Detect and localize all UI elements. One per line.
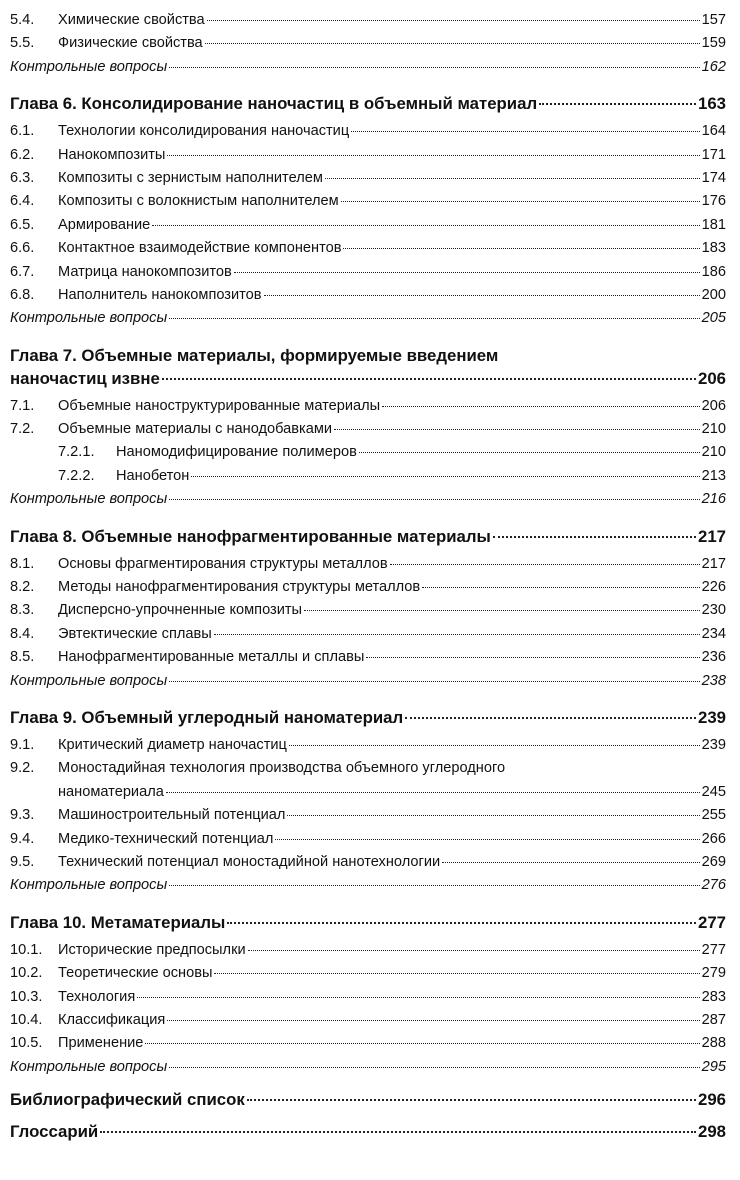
- dot-leader: [539, 103, 696, 105]
- toc-entry-8-4[interactable]: [10, 623, 726, 646]
- chapter-title-line1: Глава 7. Объемные материалы, формируемые введением: [10, 345, 499, 365]
- toc-entry-9-3[interactable]: [10, 804, 726, 827]
- dot-leader: [234, 272, 700, 273]
- dot-leader: [248, 950, 700, 951]
- section-number: 6.2.: [10, 146, 35, 163]
- section-number: 5.4.: [10, 12, 35, 28]
- section-number: 6.4.: [10, 193, 35, 210]
- toc-entry-control-questions-9[interactable]: [10, 874, 726, 897]
- section-number: 10.5.: [10, 1035, 43, 1052]
- section-title: Объемные материалы с нанодобавками: [58, 421, 333, 438]
- page-number: 157: [701, 12, 726, 28]
- section-title: Методы нанофрагментирования структуры металлов: [58, 579, 421, 596]
- section-title: Нанобетон: [116, 467, 190, 484]
- section-title: Применение: [58, 1035, 144, 1052]
- toc-entry-control-questions-6[interactable]: [10, 307, 726, 330]
- dot-leader: [493, 536, 696, 538]
- toc-entry-9-1[interactable]: [10, 734, 726, 757]
- toc-entry-control-questions-7[interactable]: [10, 488, 726, 511]
- dot-leader: [214, 634, 700, 635]
- section-title: Исторические предпосылки: [58, 941, 246, 958]
- section-number: 8.1.: [10, 555, 35, 572]
- dot-leader: [442, 862, 700, 863]
- toc-entry-7-2-1[interactable]: [10, 441, 726, 464]
- table-of-contents: [10, 9, 726, 1143]
- chapter-title: Глоссарий: [10, 1122, 99, 1142]
- section-number: 8.5.: [10, 649, 35, 666]
- toc-entry-7-1[interactable]: [10, 395, 726, 418]
- section-title: Эвтектические сплавы: [58, 625, 212, 642]
- section-title: Теоретические основы: [58, 965, 213, 982]
- page-number: 234: [701, 625, 726, 642]
- section-title: Машиностроительный потенциал: [58, 807, 286, 824]
- page-number: 295: [701, 1058, 726, 1075]
- page-number: 217: [701, 555, 726, 572]
- page-number: 266: [701, 830, 726, 847]
- section-number: 10.1.: [10, 941, 43, 958]
- section-number: 6.8.: [10, 286, 35, 303]
- dot-leader: [191, 476, 699, 477]
- page-number: 226: [701, 579, 726, 596]
- page-number: 181: [701, 216, 726, 233]
- section-title: Контрольные вопросы: [10, 672, 168, 689]
- section-number: 6.7.: [10, 263, 35, 280]
- section-title: Наполнитель нанокомпозитов: [58, 286, 262, 303]
- toc-entry-10-4[interactable]: [10, 1009, 726, 1032]
- page-number: 176: [701, 193, 726, 210]
- section-title: Контрольные вопросы: [10, 1058, 168, 1075]
- page-number: 255: [701, 807, 726, 824]
- section-number: 7.2.1.: [58, 444, 95, 461]
- toc-entry-8-2[interactable]: [10, 576, 726, 599]
- chapter-title: Глава 6. Консолидирование наночастиц в объемный материал: [10, 94, 538, 114]
- dot-leader: [351, 131, 699, 132]
- dot-leader: [366, 657, 699, 658]
- section-title: Композиты с волокнистым наполнителем: [58, 193, 339, 210]
- dot-leader: [422, 587, 699, 588]
- section-title: Контрольные вопросы: [10, 491, 168, 508]
- dot-leader: [145, 1043, 699, 1044]
- section-title: Наномодифицирование полимеров: [116, 444, 357, 461]
- section-title: Нанокомпозиты: [58, 146, 166, 163]
- page-number: 230: [701, 602, 726, 619]
- dot-leader: [390, 564, 700, 565]
- page-number: 277: [698, 912, 726, 932]
- section-number: 8.2.: [10, 579, 35, 596]
- page-number: 159: [701, 35, 726, 52]
- dot-leader: [207, 20, 700, 21]
- section-title: Технология: [58, 988, 136, 1005]
- section-title: Контактное взаимодействие компонентов: [58, 240, 342, 257]
- page-number: 183: [701, 240, 726, 257]
- section-number: 7.2.2.: [58, 467, 95, 484]
- section-title: Армирование: [58, 216, 151, 233]
- dot-leader: [162, 378, 696, 380]
- dot-leader: [169, 681, 699, 682]
- page-number: 276: [701, 877, 726, 894]
- dot-leader: [382, 406, 699, 407]
- toc-entry-6-8[interactable]: [10, 284, 726, 307]
- page-number: 245: [701, 783, 726, 800]
- toc-chapter-9[interactable]: [10, 706, 726, 729]
- page-number: 205: [701, 310, 726, 327]
- toc-entry-8-5[interactable]: [10, 646, 726, 669]
- section-title: Объемные наноструктурированные материалы: [58, 397, 381, 414]
- toc-entry-6-4[interactable]: [10, 190, 726, 213]
- page-number: 287: [701, 1011, 726, 1028]
- section-title: Критический диаметр наночастиц: [58, 736, 287, 753]
- page-number: 298: [698, 1122, 726, 1142]
- toc-entry-9-5[interactable]: [10, 851, 726, 874]
- dot-leader: [325, 178, 700, 179]
- dot-leader: [169, 885, 699, 886]
- toc-entry-6-2[interactable]: [10, 144, 726, 167]
- page-number: 210: [701, 444, 726, 461]
- section-number: 9.5.: [10, 853, 35, 870]
- dot-leader: [100, 1131, 696, 1133]
- dot-leader: [264, 295, 700, 296]
- dot-leader: [152, 225, 699, 226]
- toc-entry-5-4[interactable]: [10, 9, 726, 32]
- section-title-line2: наноматериала: [58, 783, 164, 800]
- chapter-title: Глава 10. Метаматериалы: [10, 912, 226, 932]
- section-title: Контрольные вопросы: [10, 310, 168, 327]
- page-number: 162: [701, 58, 726, 75]
- toc-entry-6-3[interactable]: [10, 167, 726, 190]
- dot-leader: [304, 610, 700, 611]
- section-title: Матрица нанокомпозитов: [58, 263, 232, 280]
- section-title: Основы фрагментирования структуры металлов: [58, 555, 388, 572]
- section-title: Нанофрагментированные металлы и сплавы: [58, 649, 365, 666]
- dot-leader: [169, 499, 699, 500]
- toc-entry-10-1[interactable]: [10, 939, 726, 962]
- chapter-title-line2: наночастиц извне: [10, 368, 160, 388]
- section-number: 6.5.: [10, 216, 35, 233]
- toc-entry-7-2[interactable]: [10, 418, 726, 441]
- page-number: 296: [698, 1090, 726, 1110]
- dot-leader: [137, 997, 699, 998]
- section-title: Контрольные вопросы: [10, 877, 168, 894]
- dot-leader: [287, 815, 699, 816]
- page-number: 238: [701, 672, 726, 689]
- dot-leader: [169, 318, 699, 319]
- dot-leader: [227, 922, 696, 924]
- section-number: 10.2.: [10, 965, 43, 982]
- section-number: 10.3.: [10, 988, 43, 1005]
- section-number: 9.3.: [10, 807, 35, 824]
- page-number: 171: [701, 146, 726, 163]
- dot-leader: [247, 1099, 696, 1101]
- toc-entry-10-3[interactable]: [10, 986, 726, 1009]
- toc-entry-control-questions-5[interactable]: [10, 56, 726, 79]
- section-title: Технологии консолидирования наночастиц: [58, 123, 350, 140]
- toc-chapter-8[interactable]: [10, 525, 726, 548]
- section-title: Химические свойства: [58, 12, 205, 28]
- toc-chapter-7[interactable]: [10, 344, 726, 390]
- section-title: Физические свойства: [58, 35, 203, 52]
- section-title: Медико-технический потенциал: [58, 830, 274, 847]
- toc-entry-6-6[interactable]: [10, 237, 726, 260]
- section-number: 7.1.: [10, 397, 35, 414]
- section-number: 5.5.: [10, 35, 35, 52]
- page-number: 186: [701, 263, 726, 280]
- dot-leader: [169, 67, 699, 68]
- section-number: 10.4.: [10, 1011, 43, 1028]
- chapter-title: Глава 8. Объемные нанофрагментированные материалы: [10, 526, 491, 546]
- toc-bibliography[interactable]: [10, 1088, 726, 1111]
- dot-leader: [334, 429, 700, 430]
- section-number: 6.3.: [10, 169, 35, 186]
- page-number: 210: [701, 421, 726, 438]
- section-number: 9.2.: [10, 760, 35, 777]
- toc-entry-6-7[interactable]: [10, 261, 726, 284]
- dot-leader: [166, 792, 700, 793]
- dot-leader: [359, 452, 700, 453]
- toc-entry-control-questions-10[interactable]: [10, 1056, 726, 1079]
- section-number: 6.1.: [10, 123, 35, 140]
- section-title: Контрольные вопросы: [10, 58, 168, 75]
- section-number: 9.1.: [10, 736, 35, 753]
- toc-entry-9-4[interactable]: [10, 828, 726, 851]
- dot-leader: [169, 1067, 699, 1068]
- dot-leader: [167, 155, 699, 156]
- section-number: 7.2.: [10, 421, 35, 438]
- toc-entry-8-3[interactable]: [10, 599, 726, 622]
- toc-chapter-6[interactable]: [10, 92, 726, 115]
- chapter-title: Глава 9. Объемный углеродный наноматериал: [10, 707, 404, 727]
- toc-entry-10-5[interactable]: [10, 1032, 726, 1055]
- toc-entry-8-1[interactable]: [10, 553, 726, 576]
- page-number: 288: [701, 1035, 726, 1052]
- page-number: 277: [701, 941, 726, 958]
- page-number: 269: [701, 853, 726, 870]
- section-title: Дисперсно-упрочненные композиты: [58, 602, 303, 619]
- page-number: 213: [701, 467, 726, 484]
- dot-leader: [214, 973, 699, 974]
- dot-leader: [167, 1020, 699, 1021]
- toc-entry-6-5[interactable]: [10, 214, 726, 237]
- chapter-title: Библиографический список: [10, 1090, 245, 1110]
- section-title: Классификация: [58, 1011, 166, 1028]
- page-number: 164: [701, 123, 726, 140]
- page-number: 174: [701, 169, 726, 186]
- toc-entry-control-questions-8[interactable]: [10, 670, 726, 693]
- page-number: 239: [701, 736, 726, 753]
- toc-entry-5-5[interactable]: [10, 32, 726, 55]
- page-number: 206: [698, 368, 726, 388]
- section-title-line1: Моностадийная технология производства объемного углеродного: [58, 760, 506, 777]
- toc-entry-6-1[interactable]: [10, 120, 726, 143]
- toc-entry-7-2-2[interactable]: [10, 465, 726, 488]
- page-number: 163: [698, 94, 726, 114]
- section-number: 9.4.: [10, 830, 35, 847]
- page-number: 200: [701, 286, 726, 303]
- section-title: Технический потенциал моностадийной нанотехнологии: [58, 853, 441, 870]
- toc-entry-9-2[interactable]: [10, 757, 726, 804]
- page-number: 279: [701, 965, 726, 982]
- page-number: 206: [701, 397, 726, 414]
- page-number: 217: [698, 526, 726, 546]
- page-number: 239: [698, 707, 726, 727]
- page-number: 283: [701, 988, 726, 1005]
- toc-chapter-10[interactable]: [10, 911, 726, 934]
- page-number: 236: [701, 649, 726, 666]
- toc-glossary[interactable]: [10, 1120, 726, 1143]
- section-number: 8.3.: [10, 602, 35, 619]
- dot-leader: [405, 717, 696, 719]
- page-number: 216: [701, 491, 726, 508]
- toc-entry-10-2[interactable]: [10, 962, 726, 985]
- section-number: 6.6.: [10, 240, 35, 257]
- dot-leader: [343, 248, 699, 249]
- section-title: Композиты с зернистым наполнителем: [58, 169, 323, 186]
- dot-leader: [205, 43, 700, 44]
- dot-leader: [289, 745, 700, 746]
- section-number: 8.4.: [10, 625, 35, 642]
- dot-leader: [275, 839, 699, 840]
- dot-leader: [341, 201, 700, 202]
